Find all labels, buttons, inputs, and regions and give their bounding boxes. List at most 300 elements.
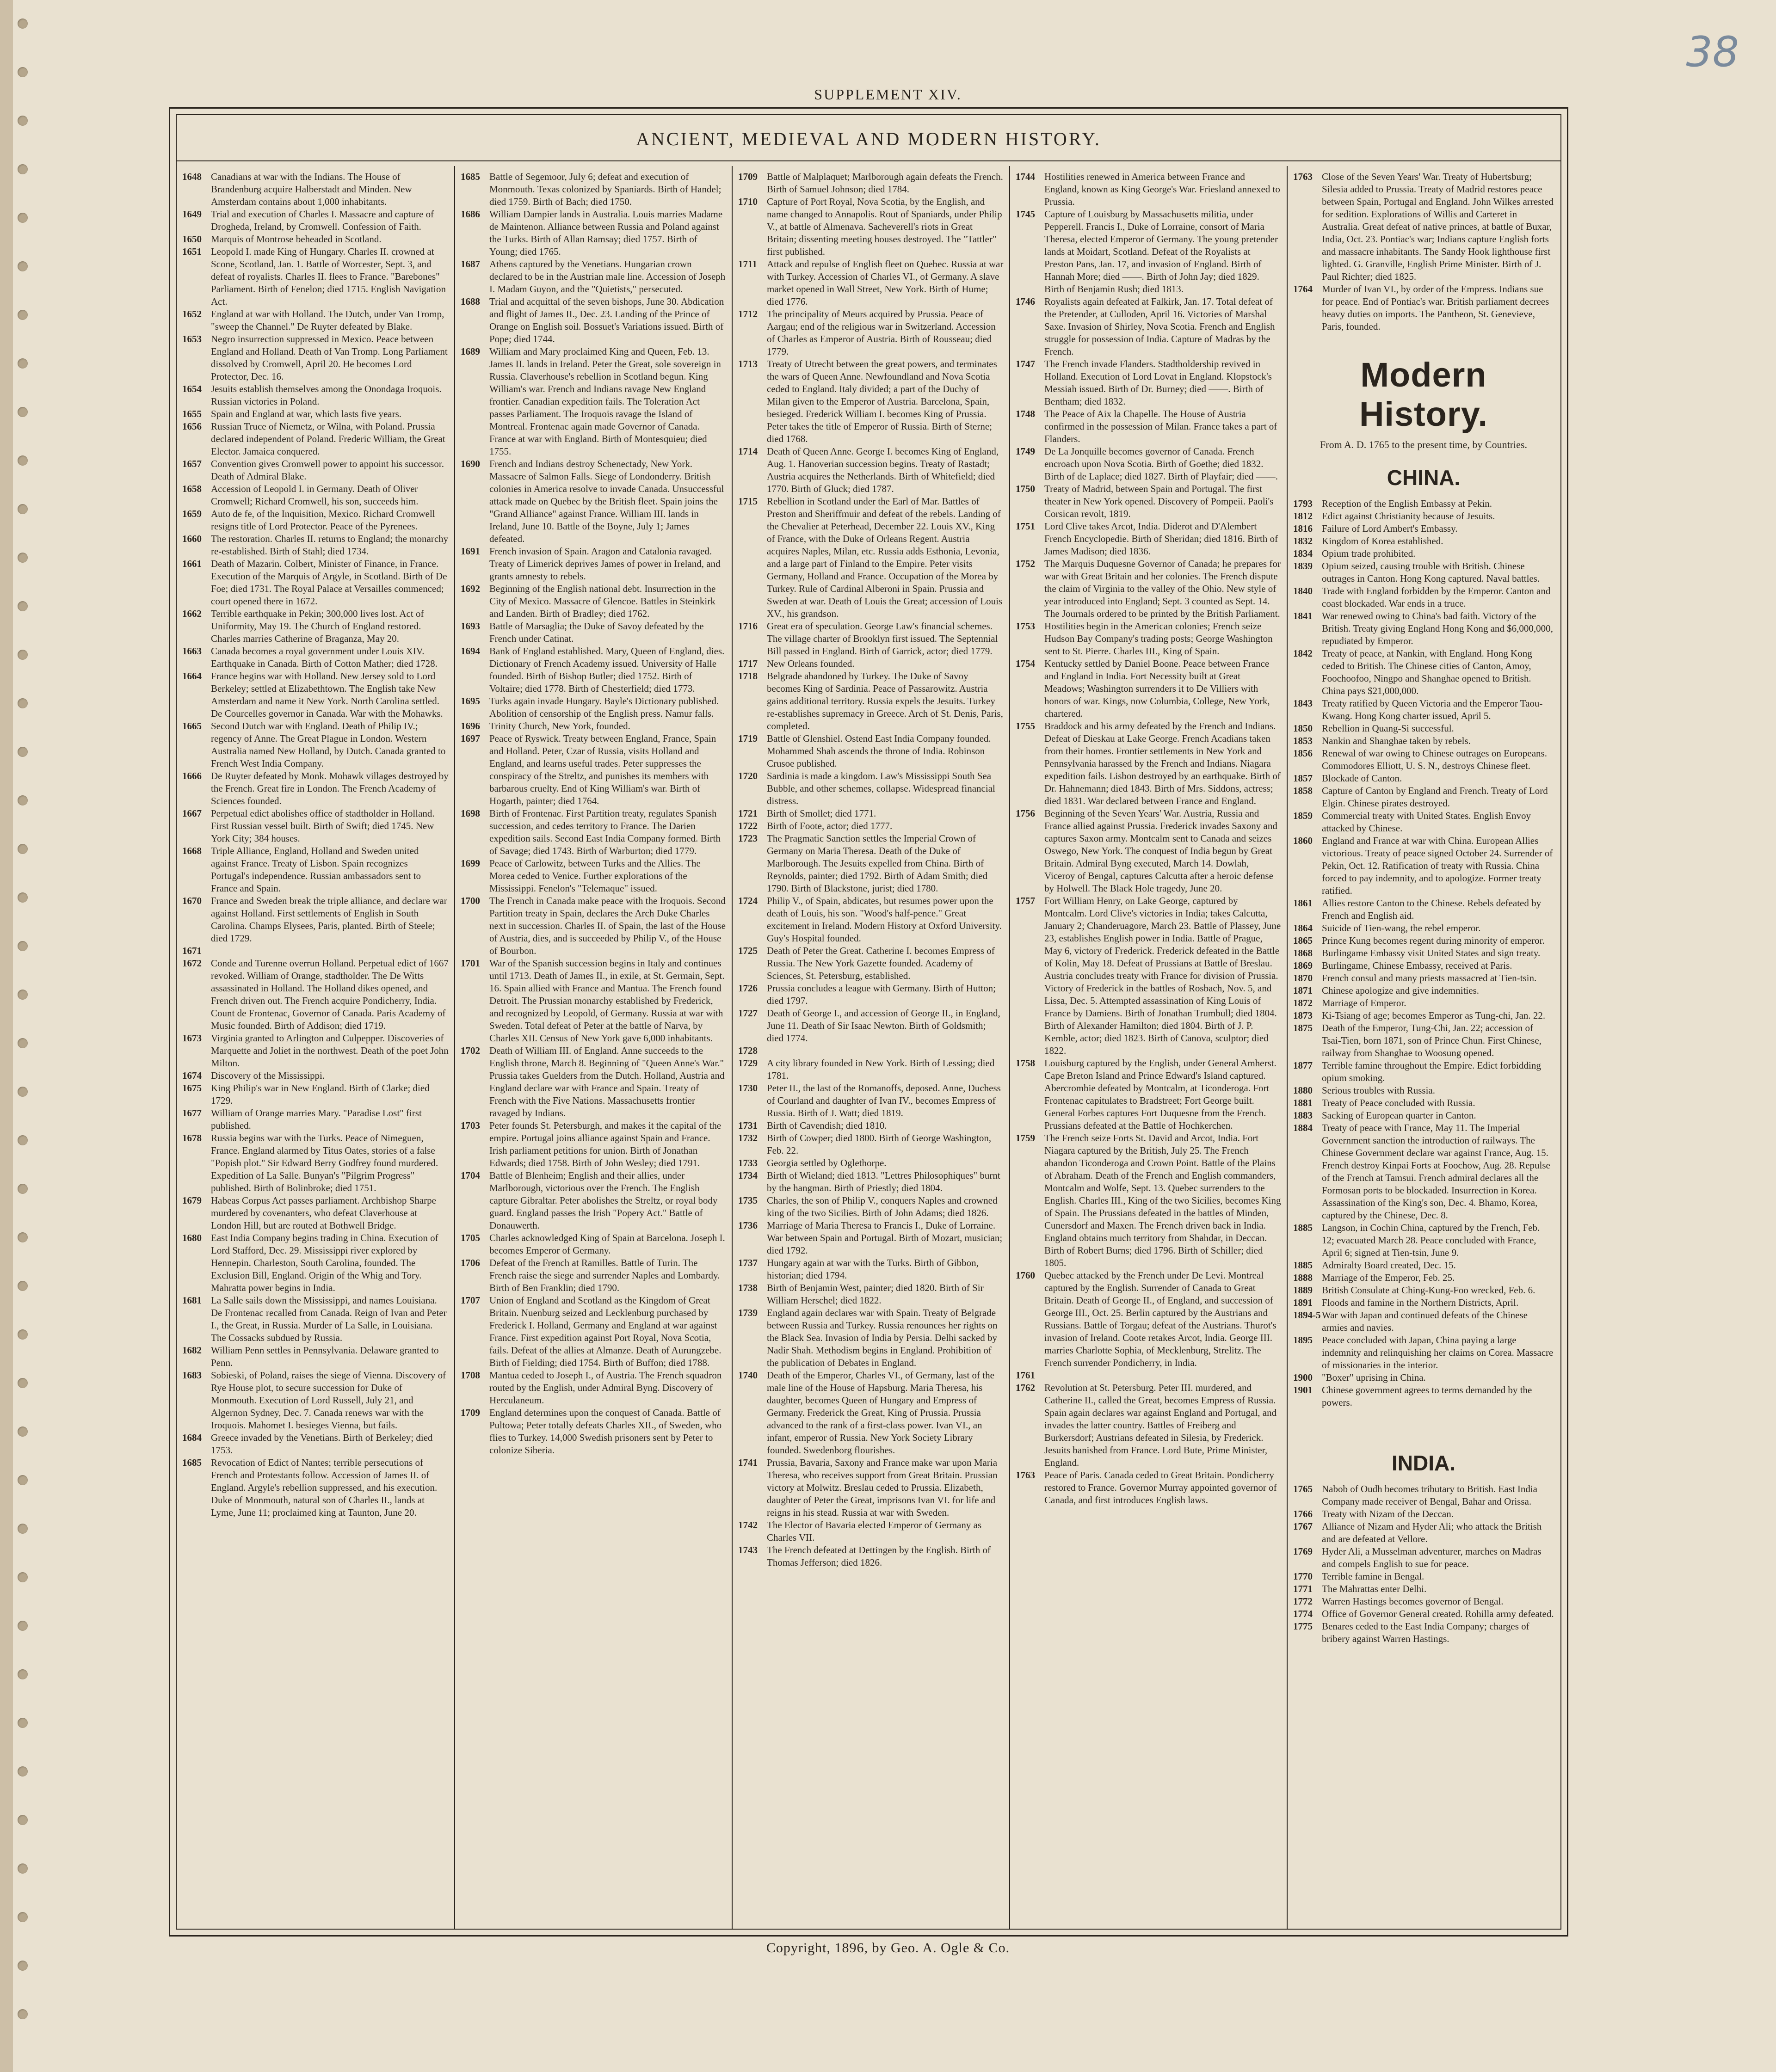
- history-entry: [182, 645, 449, 670]
- history-entry: [738, 445, 1004, 495]
- history-entry: [461, 1232, 726, 1257]
- entry-year: 1872: [1293, 997, 1313, 1008]
- entry-text: Philip V., of Spain, abdicates, but resumes power upon the death of Louis, his son. "Wood's half-pence." Great excitement in Ireland. Modern History at Oxford University. Guy's Hospital founded.: [767, 895, 1002, 944]
- entry-year: 1739: [738, 1307, 758, 1318]
- entry-text: A city library founded in New York. Birth of Lessing; died 1781.: [767, 1058, 995, 1081]
- entry-text: Suicide of Tien-wang, the rebel emperor.: [1322, 922, 1481, 934]
- entry-text: Benares ceded to the East India Company; charges of bribery against Warren Hastings.: [1322, 1621, 1529, 1644]
- entry-text: Second Dutch war with England. Death of Philip IV.; regency of Anne. The Great Plague in London. Western Australia named New Holland, by Dutch. Canada granted to French West India Company.: [211, 720, 446, 769]
- history-entry: [1016, 208, 1281, 295]
- history-entry: [461, 720, 726, 732]
- entry-text: La Salle sails down the Mississippi, and names Louisiana. De Frontenac recalled from Canada. Reign of Ivan and Peter I., the Great, in Russia. Murder of La Salle, in Louisiana. The Cossacks subdued by Russia.: [211, 1295, 447, 1343]
- binding-hole: [18, 844, 28, 854]
- entry-year: 1766: [1293, 1508, 1313, 1519]
- entry-year: 1751: [1016, 521, 1035, 532]
- entry-text: Marriage of Emperor.: [1322, 997, 1406, 1008]
- entry-year: 1731: [738, 1120, 758, 1131]
- entry-year: 1649: [182, 209, 202, 220]
- history-entry: [1293, 835, 1554, 897]
- entry-year: 1877: [1293, 1060, 1313, 1071]
- entry-year: 1660: [182, 533, 202, 544]
- history-entry: [1016, 358, 1281, 408]
- entry-year: 1688: [461, 296, 480, 307]
- history-entry: [182, 171, 449, 208]
- entry-text: Negro insurrection suppressed in Mexico. Peace between England and Holland. Death of Van Tromp. Long Parliament dissolved by Cromwell, April 20. He becomes Lord Protector, Dec. 16.: [211, 333, 448, 382]
- entry-text: Habeas Corpus Act passes parliament. Archbishop Sharpe murdered by covenanters, who defeat Claverhouse at London Hill, but are routed at Bothwell Bridge.: [211, 1195, 436, 1231]
- history-entry: [461, 957, 726, 1045]
- entry-year: 1755: [1016, 720, 1035, 732]
- entry-year: 1816: [1293, 523, 1313, 534]
- entry-year: 1758: [1016, 1058, 1035, 1069]
- entry-text: New Orleans founded.: [767, 658, 855, 669]
- binding-hole: [18, 116, 28, 126]
- history-entry: [1293, 1595, 1554, 1608]
- entry-year: 1720: [738, 770, 758, 781]
- entry-text: Spain and England at war, which lasts five years.: [211, 408, 402, 419]
- history-entry: [1293, 1022, 1554, 1059]
- history-entry: [1293, 1309, 1554, 1334]
- entry-year: 1858: [1293, 785, 1313, 796]
- history-entry: [182, 420, 449, 458]
- entry-year: 1843: [1293, 698, 1313, 709]
- entry-text: Murder of Ivan VI., by order of the Empress. Indians sue for peace. End of Pontiac's war. British parliament decrees heavy duties on imports. The Pantheon, St. Genevieve, Paris, founded.: [1322, 283, 1549, 332]
- india-entries: [1293, 1483, 1554, 1645]
- entry-year: 1873: [1293, 1010, 1313, 1021]
- entry-year: 1765: [1293, 1483, 1313, 1494]
- entry-year: 1735: [738, 1195, 758, 1206]
- history-entry: [461, 1119, 726, 1169]
- history-entry: [1293, 959, 1554, 972]
- entry-text: Trial and execution of Charles I. Massacre and capture of Drogheda, Ireland, by Cromwell. Confession of Faith.: [211, 209, 434, 232]
- entry-year: 1684: [182, 1432, 202, 1443]
- entry-year: 1710: [738, 196, 758, 207]
- entry-year: 1685: [461, 171, 480, 182]
- entry-year: 1719: [738, 733, 758, 744]
- entry-year: 1733: [738, 1157, 758, 1168]
- entry-year: 1663: [182, 646, 202, 657]
- entry-year: 1895: [1293, 1334, 1313, 1346]
- entry-year: 1793: [1293, 498, 1313, 509]
- entry-year: 1694: [461, 646, 480, 657]
- entry-year: 1832: [1293, 535, 1313, 547]
- entry-text: Kingdom of Korea established.: [1322, 535, 1443, 547]
- history-entry: [461, 345, 726, 458]
- entry-text: Opium trade prohibited.: [1322, 548, 1416, 559]
- entry-text: Turks again invade Hungary. Bayle's Dictionary published. Abolition of censorship of the English press. Namur falls.: [489, 695, 719, 719]
- entry-text: Battle of Segemoor, July 6; defeat and execution of Monmouth. Texas colonized by Spaniards. Birth of Handel; died 1759. Birth of Bach; died 1750.: [489, 171, 722, 207]
- entry-year: 1756: [1016, 808, 1035, 819]
- entry-year: 1752: [1016, 558, 1035, 569]
- binding-hole: [18, 261, 28, 271]
- entry-text: Close of the Seven Years' War. Treaty of Hubertsburg; Silesia added to Prussia. Treaty of Madrid restores peace between Spain, Portugal and England. John Wilkes arrested for sedition. Explorations of Willis and Carteret in Australia. Great defeat of native princes, at battle of Buxar, India, Oct. 23. Pontiac's war; Indians capture English forts and massacre inhabitants. The Sandy Hook lighthouse first lighted. G. Granville, English Prime Minister. Birth of J. Paul Richter; died 1825.: [1322, 171, 1554, 282]
- history-entry: [1293, 1259, 1554, 1272]
- entry-text: Sardinia is made a kingdom. Law's Mississippi South Sea Bubble, and other schemes, collapse. Widespread financial distress.: [767, 770, 995, 806]
- history-entry: [1293, 697, 1554, 722]
- history-entry: [1293, 984, 1554, 997]
- history-entry: [182, 895, 449, 945]
- entry-text: Death of the Emperor, Tung-Chi, Jan. 22; accession of Tsai-Tien, born 1871, son of Prince Chun. First Chinese, railway from Shanghae to Woosung opened.: [1322, 1022, 1542, 1058]
- binding-hole: [18, 698, 28, 708]
- history-entry: [182, 1344, 449, 1369]
- entry-text: The principality of Meurs acquired by Prussia. Peace of Aargau; end of the religious war in Switzerland. Accession of Charles as Emperor of Austria. Birth of Rousseau; died 1779.: [767, 308, 996, 357]
- binding-hole: [18, 1475, 28, 1485]
- history-entry: [1016, 408, 1281, 445]
- entry-year: 1741: [738, 1457, 758, 1468]
- history-entry: [738, 1045, 1004, 1057]
- entry-year: 1677: [182, 1107, 202, 1119]
- entry-text: Capture of Louisburg by Massachusetts militia, under Pepperell. Francis I., Duke of Lorraine, consort of Maria Theresa, elected Emperor of Germany. The young pretender lands at Moidart, Scotland. Defeat of the Royalists at Preston Pans, Jan. 17, and invasion of England. Birth of Hannah More; died ——. Birth of John Jay; died 1829. Birth of Benjamin Rush; died 1813.: [1044, 209, 1278, 295]
- binding-hole: [18, 941, 28, 951]
- entry-text: Birth of Wieland; died 1813. "Lettres Philosophiques" burnt by the hangman. Birth of Priestly; died 1804.: [767, 1170, 1000, 1193]
- page-number: 38: [1686, 28, 1739, 76]
- entry-text: Accession of Leopold I. in Germany. Death of Oliver Cromwell; Richard Cromwell, his son, succeeds him.: [211, 483, 419, 507]
- entry-year: 1757: [1016, 895, 1035, 906]
- entry-year: 1883: [1293, 1110, 1313, 1121]
- entry-text: William Penn settles in Pennsylvania. Delaware granted to Penn.: [211, 1345, 439, 1368]
- entry-year: 1686: [461, 209, 480, 220]
- history-entry: [738, 1544, 1004, 1569]
- entry-year: 1664: [182, 670, 202, 682]
- entry-year: 1725: [738, 945, 758, 956]
- history-entry: [182, 333, 449, 383]
- history-frame-inner: [176, 114, 1561, 1930]
- entry-year: 1894-5: [1293, 1310, 1321, 1321]
- entry-year: 1763: [1293, 171, 1313, 182]
- history-entry: [461, 732, 726, 807]
- entry-year: 1674: [182, 1070, 202, 1081]
- entry-year: 1681: [182, 1295, 202, 1306]
- entry-text: England again declares war with Spain. Treaty of Belgrade between Russia and Turkey. Russia renounces her rights on the Black Sea. Invasion of India by Persia. Delhi sacked by Nadir Shah. Methodism begins in England. Prohibition of the publication of Debates in England.: [767, 1307, 998, 1368]
- entry-text: England and France at war with China. European Allies victorious. Treaty of peace signed October 24. Surrender of Pekin, Oct. 12. Ratification of treaty with Russia. China forced to pay indemnity, and to apologize. Former treaty ratified.: [1322, 835, 1553, 896]
- history-entry: [738, 832, 1004, 895]
- entry-text: Burlingame, Chinese Embassy, received at Paris.: [1322, 960, 1512, 971]
- entry-text: Treaty of peace, at Nankin, with England. Hong Kong ceded to British. The Chinese cities of Canton, Amoy, Foochoofoo, Ningpo and Shanghae opened to British. China pays $21,000,000.: [1322, 648, 1532, 696]
- history-entry: [1016, 445, 1281, 483]
- history-entry: [738, 1157, 1004, 1169]
- history-entry: [182, 670, 449, 720]
- history-entry: [182, 1032, 449, 1070]
- entry-year: 1671: [182, 945, 202, 956]
- history-entry: [1016, 295, 1281, 358]
- history-entry: [1016, 895, 1281, 1057]
- entry-text: Sobieski, of Poland, raises the siege of Vienna. Discovery of Rye House plot, to secure succession for Duke of Monmouth. Execution of Lord Russell, July 21, and Algernon Sydney, Dec. 7. Canada renews war with the Iroquois. Mahomet I. besieges Vienna, but fails.: [211, 1370, 446, 1431]
- entry-text: British Consulate at Ching-Kung-Foo wrecked, Feb. 6.: [1322, 1285, 1536, 1296]
- entry-year: 1770: [1293, 1571, 1313, 1582]
- binding-hole: [18, 1184, 28, 1194]
- entry-text: Beginning of the Seven Years' War. Austria, Russia and France allied against Prussia. Frederick invades Saxony and captures Saxon army. Montcalm sent to Canada and seizes Oswego, New York. The conquest of India begun by Great Britain. Admiral Byng executed, March 14. Dowlah, Viceroy of Bengal, captures Calcutta after a heroic defense by Holwell. The Black Hole tragedy, June 20.: [1044, 808, 1277, 894]
- entry-year: 1856: [1293, 748, 1313, 759]
- entry-year: 1653: [182, 333, 202, 344]
- entry-year: 1666: [182, 770, 202, 781]
- entry-text: Birth of Cowper; died 1800. Birth of George Washington, Feb. 22.: [767, 1132, 992, 1156]
- entry-year: 1718: [738, 670, 758, 682]
- entry-text: Marriage of Maria Theresa to Francis I., Duke of Lorraine. War between Spain and Portugal. Birth of Mozart, musician; died 1792.: [767, 1220, 1003, 1256]
- entry-text: Peace of Carlowitz, between Turks and the Allies. The Morea ceded to Venice. Further explorations of the Mississippi. Fenelon's "Telemaque" issued.: [489, 858, 701, 894]
- entry-year: 1754: [1016, 658, 1035, 669]
- history-entry: [1293, 785, 1554, 810]
- history-entry: [738, 770, 1004, 807]
- entry-year: 1659: [182, 508, 202, 519]
- entry-year: 1661: [182, 558, 202, 569]
- entry-text: William Dampier lands in Australia. Louis marries Madame de Maintenon. Alliance between Russia and Poland against the Turks. Birth of Allan Ramsay; died 1757. Birth of Young; died 1765.: [489, 209, 723, 257]
- history-entry: [461, 1045, 726, 1119]
- history-entry: [1293, 535, 1554, 547]
- entry-year: 1865: [1293, 935, 1313, 946]
- entry-year: 1650: [182, 234, 202, 245]
- entry-text: England determines upon the conquest of Canada. Battle of Pultowa; Peter totally defeats Charles XII., of Sweden, who flies to Turkey. 14,000 Swedish prisoners sent by Peter to colonize Siberia.: [489, 1407, 722, 1456]
- entry-text: Trade with England forbidden by the Emperor. Canton and coast blockaded. War ends in a truce.: [1322, 585, 1551, 609]
- binding-hole: [18, 1232, 28, 1242]
- entry-text: Death of George I., and accession of George II., in England, June 11. Death of Sir Isaac Newton. Birth of Goldsmith; died 1774.: [767, 1008, 1000, 1044]
- history-entry: [1293, 647, 1554, 697]
- entry-text: [211, 945, 449, 957]
- entry-year: 1715: [738, 496, 758, 507]
- entry-text: Battle of Marsaglia; the Duke of Savoy defeated by the French under Catinat.: [489, 621, 704, 644]
- entry-year: 1662: [182, 608, 202, 619]
- entry-text: Lord Clive takes Arcot, India. Diderot and D'Alembert French Encyclopedie. Birth of Sheridan; died 1816. Birth of James Madison; died 1836.: [1044, 521, 1278, 557]
- entry-text: French and Indians destroy Schenectady, New York. Massacre of Salmon Falls. Siege of Londonderry. British colonies in America resolve to invade Canada. Unsuccessful attack made on Quebec by the British fleet. Spain joins the "Grand Alliance" against France. William III. lands in Ireland, June 10. Battle of the Boyne, July 1; James defeated.: [489, 458, 724, 544]
- entry-text: The French invade Flanders. Stadtholdership revived in Holland. Execution of Lord Lovat in England. Klopstock's Messiah issued. Birth of Dr. Burney; died ——. Birth of Bentham; died 1832.: [1044, 358, 1272, 407]
- history-entry: [182, 807, 449, 845]
- entry-year: 1885: [1293, 1222, 1313, 1233]
- entry-year: 1740: [738, 1370, 758, 1381]
- entry-text: Treaty of Utrecht between the great powers, and terminates the wars of Queen Anne. Newfoundland and Nova Scotia ceded to England. Italy divided; a part of the Duchy of Milan given to the Emperor of Austria. Barcelona, Spain, besieged. Frederick William I. becomes King of Prussia. Peter takes the title of Emperor of Russia. Birth of Sterne; died 1768.: [767, 358, 997, 444]
- entry-text: Peter founds St. Petersburgh, and makes it the capital of the empire. Portugal joins alliance against Spain and France. Irish parliament petitions for union. Birth of Jonathan Edwards; died 1758. Birth of John Wesley; died 1791.: [489, 1120, 722, 1168]
- entry-year: 1762: [1016, 1382, 1035, 1393]
- entry-text: Union of England and Scotland as the Kingdom of Great Britain. Nuenburg seized and Lecklenburg purchased by Frederick I. Holland, Germany and England at war against France. First expedition against Port Royal, Nova Scotia, fails. Defeat of the allies at Almanze. Death of Aurungzebe. Birth of Fielding; died 1754. Birth of Buffon; died 1788.: [489, 1295, 722, 1368]
- title-rule: [177, 160, 1560, 161]
- entry-text: Renewal of war owing to Chinese outrages on Europeans. Commodores Elliott, U. S. N., destroys Chinese fleet.: [1322, 748, 1547, 771]
- entry-year: 1744: [1016, 171, 1035, 182]
- entry-text: The French in Canada make peace with the Iroquois. Second Partition treaty in Spain, declares the Arch Duke Charles next in succession. Charles II. of Spain, the last of the House of Austria, dies, and is succeeded by Philip V., of the House of Bourbon.: [489, 895, 726, 956]
- entry-text: The French defeated at Dettingen by the English. Birth of Thomas Jefferson; died 1826.: [767, 1544, 991, 1568]
- entry-text: Prince Kung becomes regent during minority of emperor.: [1322, 935, 1545, 946]
- entry-text: Rebellion in Scotland under the Earl of Mar. Battles of Preston and Sheriffmuir and defeat of the rebels. Landing of the Chevalier at Peterhead, December 22. Louis XV., King of France, with the Duke of Orleans Regent. Austria acquires Naples, Milan, etc. Russia adds Esthonia, Levonia, and a large part of Finland to the Empire. Peter visits Germany, Holland and France. Occupation of the Morea by Turkey. Rule of Cardinal Alberoni in Spain. Prussia and Sweden at war. Death of Louis the Great; accession of Louis XV., his grandson.: [767, 496, 1003, 619]
- entry-year: 1767: [1293, 1521, 1313, 1532]
- history-entry: [738, 807, 1004, 820]
- entry-text: Birth of Benjamin West, painter; died 1820. Birth of Sir William Herschel; died 1822.: [767, 1282, 984, 1306]
- entry-year: 1652: [182, 308, 202, 320]
- entry-text: Treaty ratified by Queen Victoria and the Emperor Taou-Kwang. Hong Kong charter issued, April 5.: [1322, 698, 1543, 721]
- entry-year: 1738: [738, 1282, 758, 1293]
- entry-text: Floods and famine in the Northern Districts, April.: [1322, 1297, 1519, 1308]
- entry-text: The restoration. Charles II. returns to England; the monarchy re-established. Birth of Stahl; died 1734.: [211, 533, 449, 557]
- entry-year: 1683: [182, 1370, 202, 1381]
- entry-text: Terrible famine throughout the Empire. Edict forbidding opium smoking.: [1322, 1060, 1541, 1083]
- entry-year: 1714: [738, 446, 758, 457]
- history-entry: [1293, 1545, 1554, 1570]
- history-entry: [1293, 1371, 1554, 1384]
- history-entry: [1293, 897, 1554, 922]
- binding-hole: [18, 1961, 28, 1971]
- copyright-line: Copyright, 1896, by Geo. A. Ogle & Co.: [766, 1940, 1010, 1955]
- entry-text: Opium seized, causing trouble with British. Chinese outrages in Canton. Hong Kong captured. Naval battles.: [1322, 560, 1540, 584]
- history-entry: [182, 1432, 449, 1457]
- history-entry: [461, 258, 726, 295]
- entry-year: 1885: [1293, 1260, 1313, 1271]
- entry-year: 1670: [182, 895, 202, 906]
- entry-text: The Elector of Bavaria elected Emperor of Germany as Charles VII.: [767, 1519, 982, 1543]
- binding-hole: [18, 1087, 28, 1097]
- entry-year: 1695: [461, 695, 480, 707]
- entry-text: East India Company begins trading in China. Execution of Lord Stafford, Dec. 29. Mississippi river explored by Hennepin. Charleston, South Carolina, founded. The Exclusion Bill, England. Origin of the Whig and Tory. Mahratta power begins in India.: [211, 1232, 438, 1293]
- binding-hole: [18, 1038, 28, 1048]
- history-entry: [1293, 1583, 1554, 1595]
- entry-text: Peter II., the last of the Romanoffs, deposed. Anne, Duchess of Courland and daughter of Ivan IV., becomes Empress of Russia. Birth of J. Watt; died 1819.: [767, 1082, 1001, 1119]
- entry-text: Revolution at St. Petersburg. Peter III. murdered, and Catherine II., called the Great, becomes Empress of Russia. Spain again declares war against England and Portugal, and invades the latter country. Battles of Freiberg and Burkersdorf; Austrians defeated in Silesia, by Frederick. Jesuits banished from France. Lord Bute, Prime Minister, England.: [1044, 1382, 1277, 1468]
- entry-year: 1871: [1293, 985, 1313, 996]
- entry-text: Nabob of Oudh becomes tributary to British. East India Company made receiver of Bengal, Bahar and Orissa.: [1322, 1483, 1537, 1507]
- column-1: [177, 166, 454, 1929]
- history-entry: [738, 1082, 1004, 1119]
- entry-text: Bank of England established. Mary, Queen of England, dies. Dictionary of French Academy issued. University of Halle founded. Birth of Bishop Butler; died 1752. Birth of Voltaire; died 1778. Birth of Chesterfield; died 1773.: [489, 646, 725, 694]
- history-entry: [1293, 560, 1554, 585]
- history-entry: [182, 533, 449, 558]
- history-entry: [738, 1519, 1004, 1544]
- history-entry: [1016, 1132, 1281, 1269]
- entry-year: 1697: [461, 733, 480, 744]
- entry-text: Kentucky settled by Daniel Boone. Peace between France and England in India. Fort Necessity built at Great Meadows; Washington surrenders it to De Villiers with honors of war. Kings, now Columbia, College, New York, chartered.: [1044, 658, 1270, 719]
- entry-text: Russia begins war with the Turks. Peace of Nimeguen, France. England alarmed by Titus Oates, stories of a false "Popish plot." Sir Edward Berry Godfrey found murdered. Expedition of La Salle. Bunyan's "Pilgrim Progress" published. Birth of Bolinbroke; died 1751.: [211, 1132, 438, 1193]
- history-entry: [182, 1232, 449, 1294]
- history-entry: [1293, 1272, 1554, 1284]
- entry-text: Defeat of the French at Ramilles. Battle of Turin. The French raise the siege and surrender Naples and Lombardy. Birth of Ben Franklin; died 1790.: [489, 1257, 720, 1293]
- entry-text: Birth of Foote, actor; died 1777.: [767, 820, 893, 831]
- entry-year: 1648: [182, 171, 202, 182]
- history-entry: [182, 308, 449, 333]
- entry-year: 1716: [738, 621, 758, 632]
- history-entry: [182, 1457, 449, 1519]
- history-entry: [738, 1282, 1004, 1307]
- entry-text: Convention gives Cromwell power to appoint his successor. Death of Admiral Blake.: [211, 458, 444, 482]
- supplement-heading: SUPPLEMENT XIV.: [814, 86, 962, 103]
- history-entry: [1293, 1284, 1554, 1297]
- history-entry: [738, 1007, 1004, 1045]
- entry-year: 1772: [1293, 1596, 1313, 1607]
- binding-hole: [18, 164, 28, 174]
- binding-hole: [18, 601, 28, 611]
- history-entry: [461, 857, 726, 895]
- entry-year: 1727: [738, 1008, 758, 1019]
- history-entry: [1293, 810, 1554, 835]
- entry-text: Athens captured by the Venetians. Hungarian crown declared to be in the Austrian male line. Accession of Joseph I. Madam Guyon, and the "Quietists," persecuted.: [489, 258, 726, 295]
- entry-text: Prussia concludes a league with Germany. Birth of Hutton; died 1797.: [767, 983, 996, 1006]
- entry-text: Terrible famine in Bengal.: [1322, 1571, 1424, 1582]
- entry-text: War with Japan and continued defeats of the Chinese armies and navies.: [1322, 1310, 1528, 1333]
- history-entry: [182, 1132, 449, 1194]
- history-entry: [1016, 1469, 1281, 1506]
- entry-text: "Boxer" uprising in China.: [1322, 1372, 1426, 1383]
- entry-text: Death of Peter the Great. Catherine I. becomes Empress of Russia. The New York Gazette founded. Academy of Sciences, St. Petersburg, established.: [767, 945, 995, 981]
- history-entry: [1293, 935, 1554, 947]
- entry-text: Treaty of Peace concluded with Russia.: [1322, 1097, 1475, 1108]
- entry-year: 1685: [182, 1457, 202, 1468]
- history-entry: [1293, 171, 1554, 283]
- entry-text: Office of Governor General created. Rohilla army defeated.: [1322, 1608, 1554, 1619]
- entry-year: 1834: [1293, 548, 1313, 559]
- entry-year: 1860: [1293, 835, 1313, 846]
- history-entry: [182, 957, 449, 1032]
- entry-text: Hyder Ali, a Musselman adventurer, marches on Madras and compels English to sue for peace.: [1322, 1546, 1542, 1569]
- entry-text: Great era of speculation. George Law's financial schemes. The village charter of Brooklyn first issued. The Septennial Bill passed in England. Birth of Garrick, actor; died 1779.: [767, 621, 998, 657]
- entry-text: Treaty of peace with France, May 11. The Imperial Government sanction the introduction of railways. The Chinese Government declare war against France, Aug. 15. French destroy Kinpai Forts at Foochow, Aug. 28. Repulse of the French at Tamsui. French admiral declares all the Formosan ports to be blockaded. Insurrection in Korea. Assassination of the King's son, Dec. 4. Bhamo, Korea, captured by the Chinese, Dec. 8.: [1322, 1122, 1550, 1221]
- entry-year: 1693: [461, 621, 480, 632]
- entry-year: 1717: [738, 658, 758, 669]
- entry-text: Alliance of Nizam and Hyder Ali; who attack the British and are defeated at Vellore.: [1322, 1521, 1542, 1544]
- entry-text: Fort William Henry, on Lake George, captured by Montcalm. Lord Clive's victories in India; takes Calcutta, January 2; Chanderuagore, March 23. Battle of Plassey, June 23, establishes English power in India. Battle of Prague, May 6, victory of Frederick. Frederick defeated in the Battle of Kolin, May 18. Defeat of Prussians at Battle of Breslau. Austria concludes treaty with France for division of Prussia. Victory of Frederick in the battles of Rosbach, Nov. 5, and Lissa, Dec. 5. Attempted assassination of King Louis of France by Damiens. Birth of Jonathan Trumbull; died 1804. Birth of Alexander Hamilton; died 1804. Birth of J. P. Kemble, actor; died 1823. Birth of Canova, sculptor; died 1822.: [1044, 895, 1281, 1056]
- history-entry: [1293, 772, 1554, 785]
- history-entry: [1293, 1508, 1554, 1520]
- entry-text: Virginia granted to Arlington and Culpepper. Discoveries of Marquette and Joliet in the northwest. Death of the poet John Milton.: [211, 1033, 449, 1069]
- entry-text: Marquis of Montrose beheaded in Scotland.: [211, 234, 382, 245]
- entry-year: 1861: [1293, 898, 1313, 909]
- entry-year: 1708: [461, 1370, 480, 1381]
- entry-text: Trinity Church, New York, founded.: [489, 720, 630, 732]
- history-entry: [182, 608, 449, 645]
- entry-year: 1729: [738, 1058, 758, 1069]
- history-entry: [461, 583, 726, 620]
- entry-year: 1672: [182, 958, 202, 969]
- history-entry: [738, 1219, 1004, 1257]
- entry-year: 1687: [461, 258, 480, 270]
- entry-text: Capture of Canton by England and French. Treaty of Lord Elgin. Chinese pirates destroyed.: [1322, 785, 1548, 809]
- entry-text: William and Mary proclaimed King and Queen, Feb. 13. James II. lands in Ireland. Peter the Great, sole sovereign in Russia. Claverhouse's rebellion in Scotland begun. King William's war. French and Indians ravage New England frontier. Canadian expedition fails. The Toleration Act passes Parliament. The Iroquois ravage the Island of Montreal. Frontenac again made Governor of Canada. France at war with England. Birth of Montesquieu; died 1755.: [489, 346, 721, 457]
- history-entry: [1016, 171, 1281, 208]
- entry-text: Birth of Cavendish; died 1810.: [767, 1120, 887, 1131]
- modern-history-subtitle: From A. D. 1765 to the present time, by Countries.: [1320, 439, 1527, 450]
- entry-year: 1722: [738, 820, 758, 831]
- entry-year: 1747: [1016, 358, 1035, 369]
- entry-year: 1651: [182, 246, 202, 257]
- entry-year: 1753: [1016, 621, 1035, 632]
- history-entry: [182, 1294, 449, 1344]
- history-entry: [738, 1257, 1004, 1282]
- entry-year: 1881: [1293, 1097, 1313, 1108]
- entry-text: Peace concluded with Japan, China paying a large indemnity and relinquishing her claims on Corea. Massacre of missionaries in the interior.: [1322, 1334, 1554, 1371]
- entry-year: 1655: [182, 408, 202, 419]
- history-entry: [182, 233, 449, 246]
- entry-year: 1839: [1293, 560, 1313, 572]
- history-entry: [738, 670, 1004, 732]
- entry-year: 1691: [461, 546, 480, 557]
- history-entry: [1016, 720, 1281, 807]
- binding-hole: [18, 67, 28, 77]
- entry-text: Charles, the son of Philip V., conquers Naples and crowned king of the two Sicilies. Birth of John Adams; died 1826.: [767, 1195, 998, 1218]
- entry-text: Birth of Smollet; died 1771.: [767, 808, 876, 819]
- entry-year: 1761: [1016, 1370, 1035, 1381]
- entry-text: Warren Hastings becomes governor of Bengal.: [1322, 1596, 1504, 1607]
- entry-year: 1775: [1293, 1621, 1313, 1632]
- history-entry: [738, 1119, 1004, 1132]
- entry-year: 1850: [1293, 723, 1313, 734]
- history-entry: [1293, 1570, 1554, 1583]
- binding-hole: [18, 1815, 28, 1825]
- history-entry: [1293, 747, 1554, 772]
- history-entry: [182, 408, 449, 420]
- entry-text: Jesuits establish themselves among the Onondaga Iroquois. Russian victories in Poland.: [211, 383, 442, 407]
- entry-text: Charles acknowledged King of Spain at Barcelona. Joseph I. becomes Emperor of Germany.: [489, 1232, 725, 1256]
- history-entry: [1293, 1059, 1554, 1084]
- entry-text: Treaty of Madrid, between Spain and Portugal. The first theater in New York opened. Discovery of Pompeii. Paoli's Corsican revolt, 1819.: [1044, 483, 1274, 519]
- history-entry: [461, 1257, 726, 1294]
- entry-text: De La Jonquille becomes governor of Canada. French encroach upon Nova Scotia. Birth of Goethe; died 1832. Birth of de Laplace; died 1827. Birth of Playfair; died ——.: [1044, 446, 1278, 482]
- history-entry: [1293, 1620, 1554, 1645]
- history-entry: [182, 483, 449, 508]
- history-entry: [182, 383, 449, 408]
- history-entry: [738, 820, 1004, 832]
- entry-text: France and Sweden break the triple alliance, and declare war against Holland. First settlements of English in South Carolina. Champs Elysees, Paris, planted. Birth of Steele; died 1729.: [211, 895, 447, 944]
- entry-text: The Pragmatic Sanction settles the Imperial Crown of Germany on Maria Theresa. Death of the Duke of Marlborough. The Jesuits expelled from China. Birth of Reynolds, painter; died 1792. Birth of Adam Smith; died 1790. Birth of Blackstone, jurist; died 1780.: [767, 833, 988, 894]
